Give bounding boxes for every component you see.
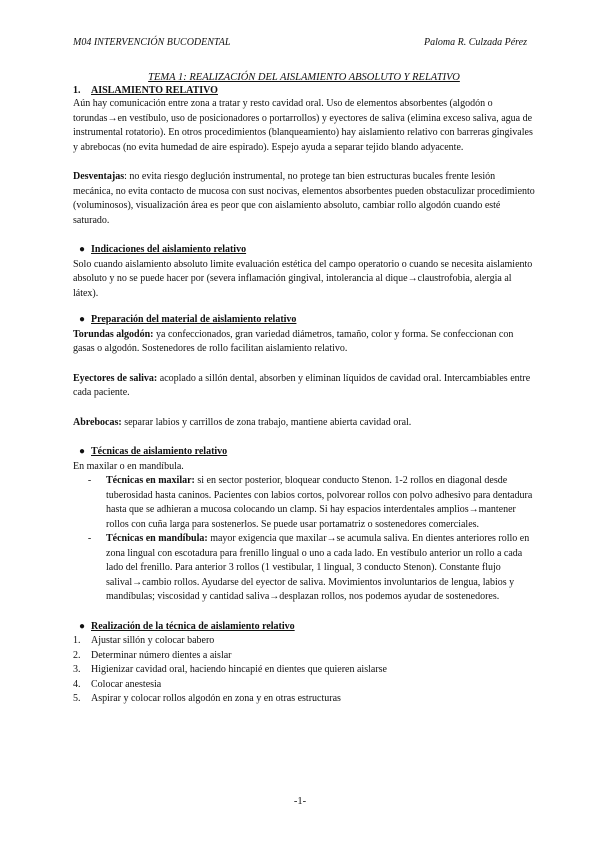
- bullet-icon: ●: [78, 620, 86, 632]
- step-item: [73, 678, 535, 693]
- page-header: [73, 37, 527, 48]
- realization-heading: [73, 620, 535, 635]
- techniques-heading: [73, 445, 535, 460]
- section-title: AISLAMIENTO RELATIVO: [91, 85, 218, 96]
- item-label: Técnicas en maxilar:: [106, 475, 195, 486]
- preparation-item: [73, 372, 535, 401]
- step-text: Ajustar sillón y colocar babero: [91, 635, 215, 646]
- step-number: 3.: [73, 664, 81, 675]
- step-text: Aspirar y colocar rollos algodón en zona y en otras estructuras: [91, 693, 341, 704]
- disadvantages-paragraph: [73, 170, 535, 228]
- document-body: [73, 71, 535, 707]
- section-heading: [73, 84, 535, 97]
- bullet-icon: ●: [78, 244, 86, 255]
- item-label: Técnicas en mandíbula:: [106, 533, 208, 544]
- preparation-item: [73, 416, 535, 431]
- techniques-title: Técnicas de aislamiento relativo: [91, 446, 228, 457]
- indications-paragraph: Solo cuando aislamiento absoluto limite evaluación estética del campo operatorio o cuando se necesita aislamiento absoluto y no se puede hacer por (severa inflamación gingival, intolerancia al dique→claustrofobia, alergia al látex).: [73, 258, 533, 299]
- bullet-icon: ●: [78, 446, 86, 457]
- document-title: TEMA 1: REALIZACIÓN DEL AISLAMIENTO ABSOLUTO Y RELATIVO: [148, 72, 460, 83]
- indications-heading: [73, 243, 535, 258]
- item-label: Abrebocas:: [73, 416, 122, 428]
- disadvantages-label: Desventajas: [73, 171, 125, 182]
- dash-marker: -: [87, 533, 92, 544]
- item-text: separar labios y carrillos de zona trabajo, mantiene abierta cavidad oral.: [121, 416, 412, 428]
- step-item: [73, 634, 535, 649]
- item-label: Torundas algodón:: [73, 328, 154, 340]
- bullet-icon: ●: [78, 314, 86, 325]
- header-subject: M04 INTERVENCIÓN BUCODENTAL: [73, 37, 231, 48]
- preparation-heading: [73, 313, 535, 328]
- step-item: [73, 663, 535, 678]
- step-number: 5.: [73, 693, 81, 704]
- item-text: ya confeccionados, gran variedad diámetros, tamaño, color y forma. Se confeccionan con gasas o algodón. Sostenedores de rollo facilitan aislamiento relativo.: [73, 328, 514, 354]
- item-text: acoplado a sillón dental, absorben y eliminan líquidos de cavidad oral. Intercambiables entre cada paciente.: [73, 372, 531, 398]
- item-label: Eyectores de saliva:: [73, 372, 158, 384]
- step-item: [73, 692, 535, 707]
- item-text: si en sector posterior, bloquear conducto Stenon. 1-2 rollos en diagonal desde tuberosidad hasta caninos. Pacientes con labios cortos, polvorear rollos con polvo adhesivo para dentadura hasta que se adhieran a mucosa colocando un clamp. Si hay espacios interdentales amplios→mantener rollos con cuña larga para sostenerlos. Se puede usar portamatriz o sostenedores comerciales.: [106, 475, 533, 530]
- indications-title: Indicaciones del aislamiento relativo: [91, 244, 247, 255]
- techniques-intro: En maxilar o en mandíbula.: [73, 460, 184, 472]
- page-number: -1-: [293, 796, 307, 807]
- step-text: Determinar número dientes a aislar: [91, 649, 232, 661]
- step-number: 4.: [73, 678, 81, 690]
- step-number: 2.: [73, 649, 81, 661]
- step-text: Higienizar cavidad oral, haciendo hincapié en dientes que quieren aislarse: [91, 664, 387, 675]
- technique-item: [73, 474, 535, 532]
- preparation-title: Preparación del material de aislamiento relativo: [91, 314, 297, 325]
- step-text: Colocar anestesia: [91, 678, 162, 690]
- step-item: [73, 649, 535, 664]
- item-text: mayor exigencia que maxilar→se acumula saliva. En dientes anteriores rollo en zona lingual con escotadura para frenillo lingual o uno a cada lado. En vestíbulo anterior un rollo a cada lado del frenillo. Para anterior 3 rollos (1 vestibular, 1 lingual, 3 conducto Stenon). Constante flujo salival→cambio rollos. Ayudarse del eyector de saliva. Movimientos involuntarios de lengua, labios y mandíbulas; viscosidad y cantidad saliva→desplazan rollos, nos podemos ayudar de sostenedores.: [106, 533, 530, 602]
- header-author: Paloma R. Culzada Pérez: [424, 37, 527, 48]
- section-number: 1.: [73, 85, 81, 96]
- section-intro-paragraph: Aún hay comunicación entre zona a tratar y resto cavidad oral. Uso de elementos absorbentes (algodón o torundas→en vestíbulo, uso de posicionadores o portarrollos) y eyectores de saliva (elimina exceso saliva, agua de instrumental rotatorio). En otros procedimientos (blanqueamiento) hay aislamiento relativo con barreras gingivales y abrebocas (no evita humedad de aire espirado). Espejo ayuda a separar tejido blando adyacente.: [73, 98, 533, 153]
- dash-marker: -: [87, 475, 92, 486]
- preparation-item: [73, 328, 535, 357]
- step-number: 1.: [73, 635, 81, 646]
- realization-title: Realización de la técnica de aislamiento relativo: [91, 620, 295, 632]
- technique-item: [73, 532, 535, 605]
- disadvantages-text: : no evita riesgo deglución instrumental, no protege tan bien estructuras bucales frente lesión mecánica, no evita contacto de mucosa con sust nocivas, elementos absorbentes pueden obstaculizar procedimiento (voluminosos), visualización área es peor que con aislamiento absoluto, cambiar rollo algodón cuando esté saturado.: [73, 171, 535, 226]
